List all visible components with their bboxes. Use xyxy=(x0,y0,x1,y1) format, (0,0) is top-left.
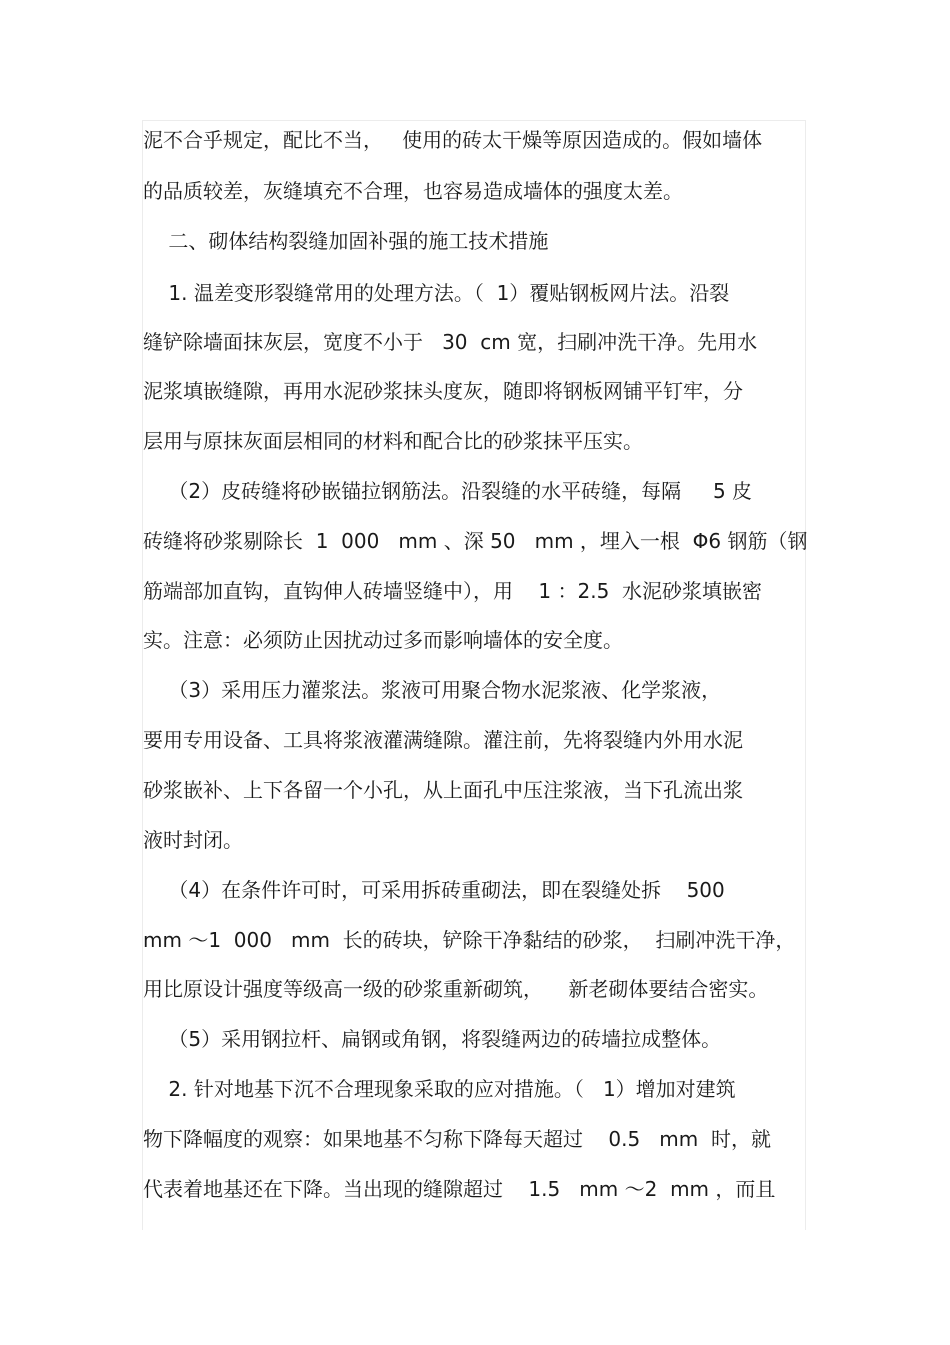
text-line: （4）在条件许可时，可采用拆砖重砌法，即在裂缝处拆 500 xyxy=(143,878,725,902)
text-line: 砂浆嵌补、上下各留一个小孔，从上面孔中压注浆液，当下孔流出浆 xyxy=(143,778,743,802)
text-line: 2. 针对地基下沉不合理现象采取的应对措施。（ 1）增加对建筑 xyxy=(143,1077,736,1101)
text-line: 物下降幅度的观察：如果地基不匀称下降每天超过 0.5 mm 时，就 xyxy=(143,1127,771,1151)
text-line: （3）采用压力灌浆法。浆液可用聚合物水泥浆液、化学浆液， xyxy=(143,678,722,702)
text-line: 砖缝将砂浆剔除长 1 000 mm 、深 50 mm ，埋入一根 Φ6 钢筋（钢 xyxy=(143,529,808,553)
text-line: 要用专用设备、工具将浆液灌满缝隙。灌注前，先将裂缝内外用水泥 xyxy=(143,728,743,752)
text-line: （5）采用钢拉杆、扁钢或角钢，将裂缝两边的砖墙拉成整体。 xyxy=(143,1027,722,1051)
text-line: 代表着地基还在下降。当出现的缝隙超过 1.5 mm ～2 mm ，而且 xyxy=(143,1177,776,1201)
section-heading: 二、砌体结构裂缝加固补强的施工技术措施 xyxy=(143,229,549,253)
text-line: （2）皮砖缝将砂嵌锚拉钢筋法。沿裂缝的水平砖缝，每隔 5 皮 xyxy=(143,479,753,503)
text-line: mm ～1 000 mm 长的砖块，铲除干净黏结的砂浆， 扫刷冲洗干净， xyxy=(143,928,796,952)
text-line: 1. 温差变形裂缝常用的处理方法。（ 1）覆贴钢板网片法。沿裂 xyxy=(143,281,730,305)
text-line: 用比原设计强度等级高一级的砂浆重新砌筑， 新老砌体要结合密实。 xyxy=(143,977,769,1001)
text-line: 筋端部加直钩，直钩伸人砖墙竖缝中），用 1 ：2.5 水泥砂浆填嵌密 xyxy=(143,579,763,603)
text-line: 层用与原抹灰面层相同的材料和配合比的砂浆抹平压实。 xyxy=(143,429,643,453)
text-line: 缝铲除墙面抹灰层，宽度不小于 30 cm 宽，扫刷冲洗干净。先用水 xyxy=(143,330,758,354)
text-line: 的品质较差，灰缝填充不合理，也容易造成墙体的强度太差。 xyxy=(143,179,683,203)
text-line: 实。注意：必须防止因扰动过多而影响墙体的安全度。 xyxy=(143,628,623,652)
text-line: 泥不合乎规定，配比不当， 使用的砖太干燥等原因造成的。假如墙体 xyxy=(143,128,763,152)
text-line: 泥浆填嵌缝隙，再用水泥砂浆抹头度灰，随即将钢板网铺平钉牢，分 xyxy=(143,379,743,403)
text-line: 液时封闭。 xyxy=(143,828,243,852)
